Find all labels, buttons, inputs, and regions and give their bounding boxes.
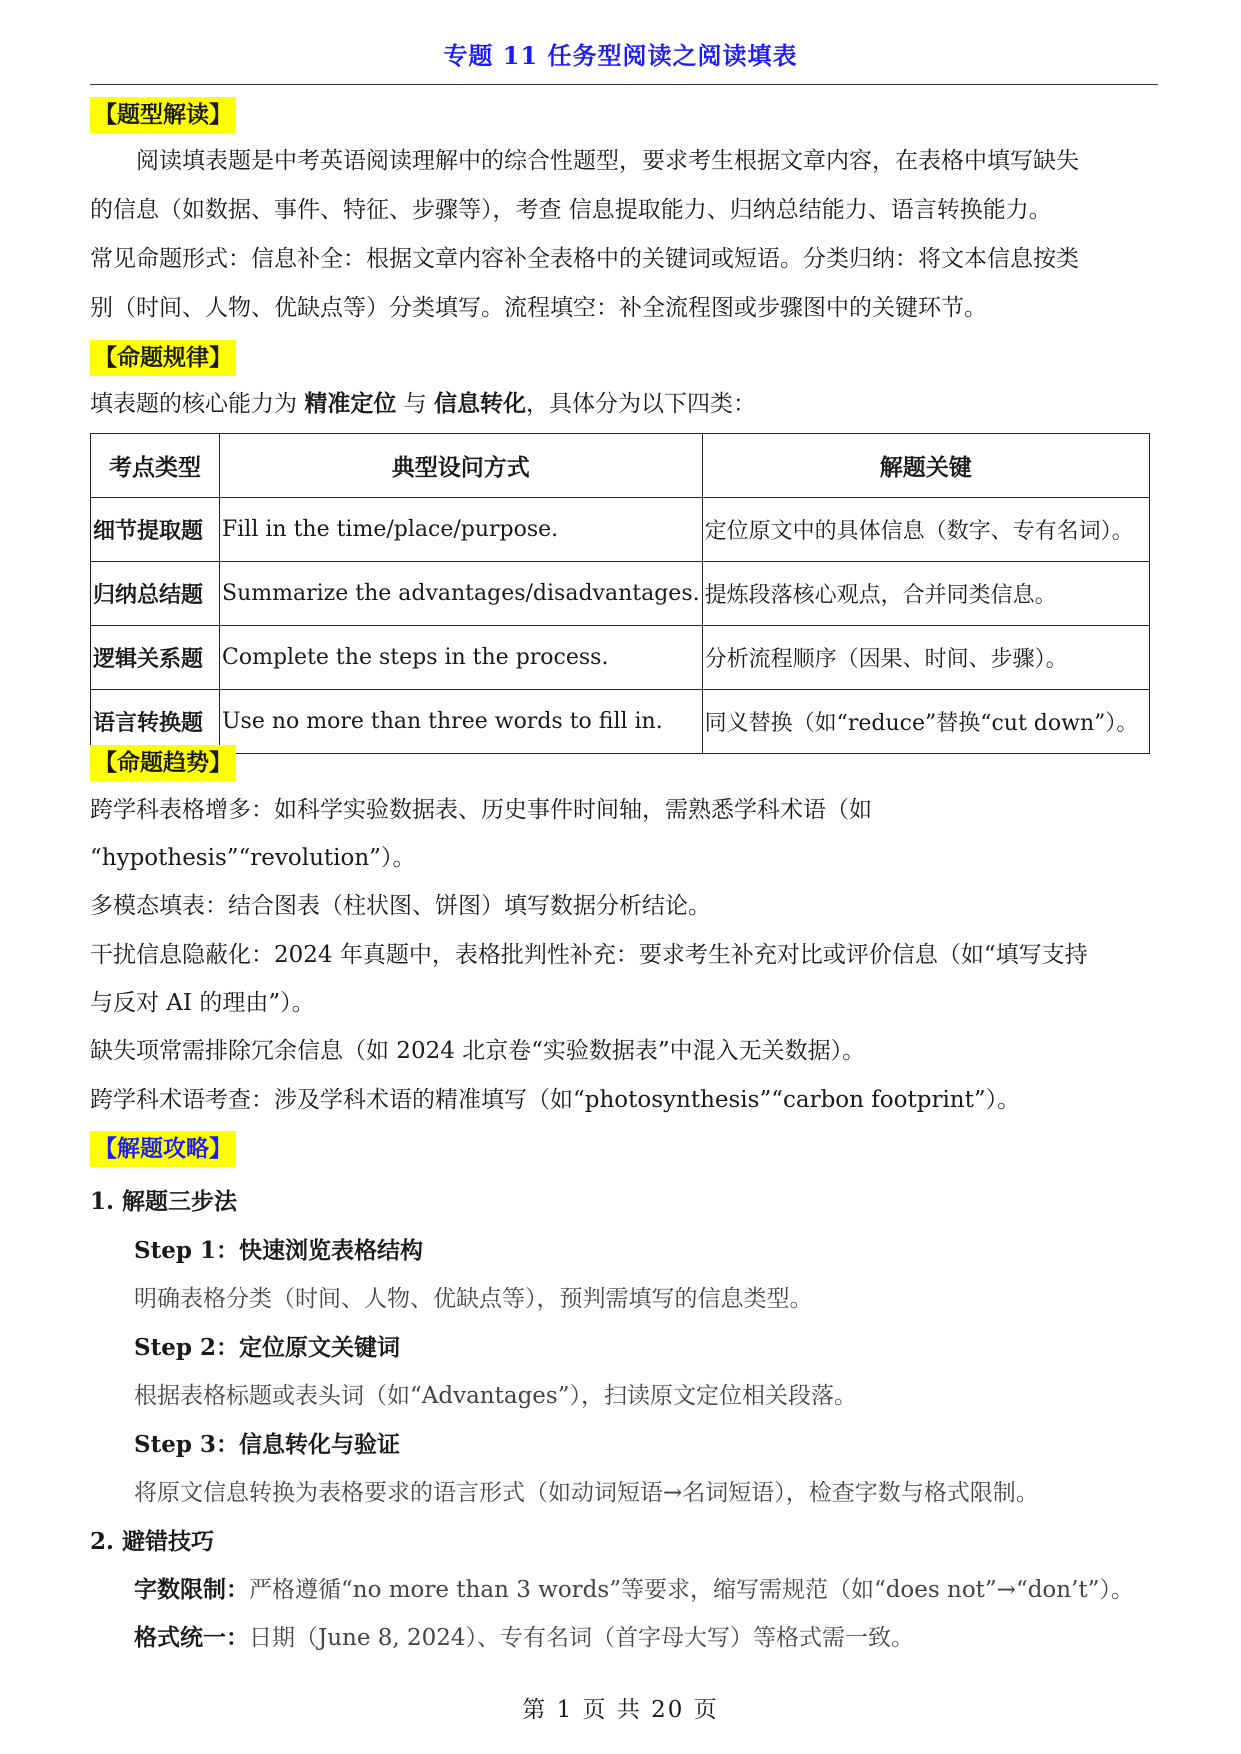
tip-2-label: 格式统一： [134,1624,249,1651]
section-label-trends: 【命题趋势】 [90,745,236,781]
paragraph-line: 常见命题形式：信息补全：根据文章内容补全表格中的关键词或短语。分类归纳：将文本信息按类 [90,246,1079,272]
tip-2 [134,1623,1202,1653]
table-row [91,498,1150,562]
step-2-text: 根据表格标题或表头词（如“Advantages”），扫读原文定位相关段落。 [134,1383,857,1409]
table-header-cell: 解题关键 [702,434,1149,498]
table-cell-type: 细节提取题 [91,498,220,562]
table-cell-type: 语言转换题 [91,690,220,754]
trend-line: 干扰信息隐蔽化：2024 年真题中，表格批判性补充：要求考生补充对比或评价信息（如“填写支持 [90,942,1088,968]
table-cell-key: 提炼段落核心观点，合并同类信息。 [702,562,1149,626]
tip-1-label: 字数限制： [134,1576,249,1603]
table-header-cell: 考点类型 [91,434,220,498]
table-cell-type: 逻辑关系题 [91,626,220,690]
table-cell-question: Summarize the advantages/disadvantages. [220,562,703,626]
tip-2-text: 日期（June 8, 2024）、专有名词（首字母大写）等格式需一致。 [249,1625,915,1651]
step-3-text: 将原文信息转换为表格要求的语言形式（如动词短语→名词短语），检查字数与格式限制。 [134,1480,1039,1506]
trend-line: 多模态填表：结合图表（柱状图、饼图）填写数据分析结论。 [90,893,711,919]
trend-line: 与反对 AI 的理由”）。 [90,990,315,1016]
table-row [91,562,1150,626]
table-row [91,690,1150,754]
step-1-title: Step 1：快速浏览表格结构 [134,1237,423,1264]
tip-1-text: 严格遵循“no more than 3 words”等要求，缩写需规范（如“does not”→“don’t”）。 [249,1577,1134,1603]
rules-intro-mid: 与 [396,391,434,417]
section-label-type-intro: 【题型解读】 [90,97,236,133]
paragraph-line: 的信息（如数据、事件、特征、步骤等），考查 信息提取能力、归纳总结能力、语言转换能力。 [90,197,1052,223]
paragraph-line: 阅读填表题是中考英语阅读理解中的综合性题型，要求考生根据文章内容，在表格中填写缺失 [136,148,1079,174]
table-cell-key: 同义替换（如“reduce”替换“cut down”）。 [702,690,1149,754]
step-3-title: Step 3：信息转化与验证 [134,1431,400,1458]
strategy-heading-2: 2. 避错技巧 [90,1528,215,1555]
rules-intro-post: ，具体分为以下四类： [525,391,756,417]
section-label-rules: 【命题规律】 [90,340,236,376]
rules-table [90,433,1150,754]
table-cell-question: Fill in the time/place/purpose. [220,498,703,562]
step-2-title: Step 2：定位原文关键词 [134,1334,400,1361]
table-cell-type: 归纳总结题 [91,562,220,626]
section-label-strategy: 【解题攻略】 [90,1131,236,1167]
tip-1 [134,1575,1202,1605]
table-cell-question: Use no more than three words to fill in. [220,690,703,754]
table-row [91,626,1150,690]
table-header-cell: 典型设问方式 [220,434,703,498]
page-title: 专题 11 任务型阅读之阅读填表 [443,41,798,70]
table-header-row [91,434,1150,498]
rules-intro-pre: 填表题的核心能力为 [90,391,305,417]
rules-intro-bold-1: 精准定位 [304,390,397,417]
table-cell-key: 分析流程顺序（因果、时间、步骤）。 [702,626,1149,690]
page-number: 第 1 页 共 20 页 [522,1697,719,1723]
strategy-heading-1: 1. 解题三步法 [90,1188,238,1215]
step-1-text: 明确表格分类（时间、人物、优缺点等），预判需填写的信息类型。 [134,1286,813,1312]
header-divider [90,84,1158,85]
trend-line: 跨学科表格增多：如科学实验数据表、历史事件时间轴，需熟悉学科术语（如 [90,797,872,823]
table-cell-question: Complete the steps in the process. [220,626,703,690]
rules-intro-bold-2: 信息转化 [433,390,526,417]
rules-intro [90,389,1158,419]
trend-line: 跨学科术语考查：涉及学科术语的精准填写（如“photosynthesis”“carbon footprint”）。 [90,1087,1021,1113]
trend-line: 缺失项常需排除冗余信息（如 2024 北京卷“实验数据表”中混入无关数据）。 [90,1038,866,1064]
paragraph-line: 别（时间、人物、优缺点等）分类填写。流程填空：补全流程图或步骤图中的关键环节。 [90,295,987,321]
table-cell-key: 定位原文中的具体信息（数字、专有名词）。 [702,498,1149,562]
trend-line: “hypothesis”“revolution”）。 [90,845,416,871]
